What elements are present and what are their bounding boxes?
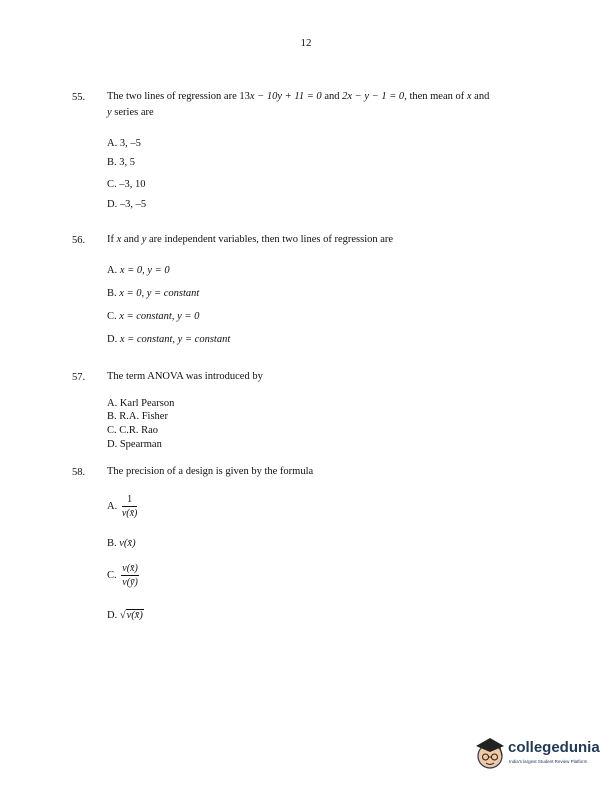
logo-tagline: India's largest Student Review Platform <box>509 759 588 764</box>
square-root: √v(x̄) <box>119 610 143 621</box>
question-56-option-d[interactable]: D. x = constant, y = constant <box>107 334 231 345</box>
question-58-text: The precision of a design is given by the formula <box>107 466 314 477</box>
question-57-option-a[interactable]: A. Karl Pearson <box>107 398 175 409</box>
question-55-option-b[interactable]: B. 3, 5 <box>107 157 136 168</box>
question-55-text: The two lines of regression are 13x − 10y + 11 = 0 and 2x − y − 1 = 0, then mean of x and y series are <box>107 91 490 118</box>
question-57-option-b[interactable]: B. R.A. Fisher <box>107 411 168 422</box>
question-55-option-d[interactable]: D. –3, –5 <box>107 199 147 210</box>
page-number: 12 <box>300 37 312 49</box>
question-58-option-c[interactable]: C. $\frac{v(x̄)}{v(ȳ)}$ <box>107 563 138 588</box>
option-c-fraction: $\frac{v(x̄)}{v(ȳ)}$ <box>122 563 138 588</box>
question-55-option-c[interactable]: C. –3, 10 <box>107 179 146 190</box>
question-58-option-b[interactable]: B. v(x̄) <box>107 538 136 549</box>
question-57-number: 57. <box>72 372 86 383</box>
question-57-option-d[interactable]: D. Spearman <box>107 439 162 450</box>
question-57-option-c[interactable]: C. C.R. Rao <box>107 425 159 436</box>
question-56-text: If x and y are independent variables, then two lines of regression are <box>107 234 394 245</box>
question-58-option-d[interactable]: D. √v(x̄) <box>107 610 143 621</box>
question-58-option-a[interactable]: A. $\frac{1}{v(x̄)}$ <box>107 494 138 519</box>
question-56-option-a[interactable]: A. x = 0, y = 0 <box>107 265 170 276</box>
logo-wordmark: collegedunia <box>508 739 600 756</box>
question-56-option-b[interactable]: B. x = 0, y = constant <box>107 288 200 299</box>
question-57-text: The term ANOVA was introduced by <box>107 371 263 382</box>
question-55-number: 55. <box>72 92 86 103</box>
question-56-number: 56. <box>72 235 86 246</box>
option-a-fraction: $\frac{1}{v(x̄)}$ <box>121 494 138 519</box>
question-55-option-a[interactable]: A. 3, –5 <box>107 138 141 149</box>
question-56-option-c[interactable]: C. x = constant, y = 0 <box>107 311 200 322</box>
question-58-number: 58. <box>72 467 86 478</box>
